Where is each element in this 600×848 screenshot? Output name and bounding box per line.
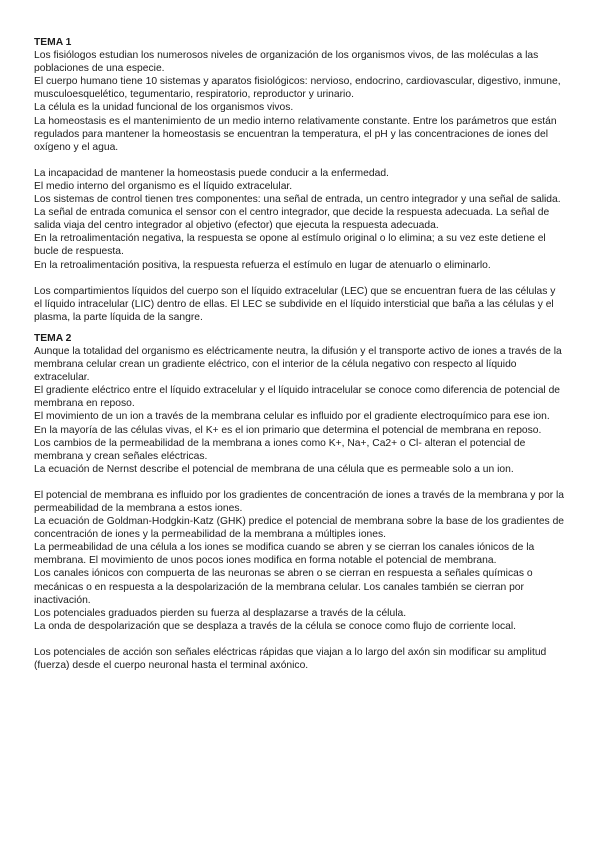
paragraph: La permeabilidad de una célula a los iones se modifica cuando se abren y se cierran los canales iónicos de la membrana. El movimiento de unos pocos iones modifica en forma notable el potencial de membrana. [34,542,535,567]
spacer [34,324,566,332]
spacer [34,476,566,489]
paragraph: Los potenciales de acción son señales eléctricas rápidas que viajan a lo largo del axón sin modificar su amplitud (fuerza) desde el cuerpo neuronal hasta el terminal axónico. [34,646,547,672]
paragraph: El medio interno del organismo es el líquido extracelular. [34,180,293,192]
paragraph: La onda de despolarización que se desplaza a través de la célula se conoce como flujo de corriente local. [34,620,516,632]
section-title-tema1: TEMA 1 [34,37,72,48]
paragraph: El cuerpo humano tiene 10 sistemas y aparatos fisiológicos: nervioso, endocrino, cardiovascular, digestivo, inmune, musculoesquelético, tegumentario, respiratorio, reproductor y urinario. [34,76,561,101]
paragraph: El gradiente eléctrico entre el líquido extracelular y el líquido intracelular se conoce como diferencia de potencial de membrana en reposo. [34,385,561,410]
paragraph: Los canales iónicos con compuerta de las neuronas se abren o se cierran en respuesta a señales químicas o mecánicas o en respuesta a la despolarización de la membrana celular. Los canales también se cierran por inactivación. [34,568,533,606]
spacer [34,633,566,646]
paragraph: La ecuación de Goldman-Hodgkin-Katz (GHK) predice el potencial de membrana sobre la base de los gradientes de concentración de iones y la permeabilidad de la membrana a múltiples iones. [34,516,565,541]
paragraph: La incapacidad de mantener la homeostasis puede conducir a la enfermedad. [34,167,389,179]
paragraph: Los compartimientos líquidos del cuerpo son el líquido extracelular (LEC) que se encuentran fuera de las células y el líquido intracelular (LIC) dentro de ellas. El LEC se subdivide en el líquido intersticial que baña a las células y el plasma, la parte líquida de la sangre. [34,285,556,323]
section-title-tema2: TEMA 2 [34,332,72,344]
paragraph: Los sistemas de control tienen tres componentes: una señal de entrada, un centro integrador y una señal de salida. La señal de entrada comunica el sensor con el centro integrador, que decide la respuesta adecuada. La señal de salida viaja del centro integrador al objetivo (efector) que ejecuta la respuesta adecuada. [34,194,561,232]
paragraph: Aunque la totalidad del organismo es eléctricamente neutra, la difusión y el transporte activo de iones a través de la membrana celular crean un gradiente eléctrico, con el interior de la célula negativo con respecto al líquido extracelular. [34,345,562,384]
paragraph: En la retroalimentación positiva, la respuesta refuerza el estímulo en lugar de atenuarlo o eliminarlo. [34,259,491,271]
paragraph: El potencial de membrana es influido por los gradientes de concentración de iones a través de la membrana y por la permeabilidad de la membrana a estos iones. [34,489,565,514]
paragraph: Los potenciales graduados pierden su fuerza al desplazarse a través de la célula. [34,607,407,619]
paragraph: Los fisiólogos estudian los numerosos niveles de organización de los organismos vivos, de las moléculas a las poblaciones de una especie. [34,50,539,75]
paragraph: En la mayoría de las células vivas, el K+ es el ion primario que determina el potencial de membrana en reposo. [34,424,542,436]
paragraph: El movimiento de un ion a través de la membrana celular es influido por el gradiente electroquímico para ese ion. [34,411,550,423]
paragraph: La homeostasis es el mantenimiento de un medio interno relativamente constante. Entre los parámetros que están regulados para mantener la homeostasis se encuentran la temperatura, el pH y las concentraciones de iones del oxígeno y el agua. [34,115,557,153]
spacer [34,154,566,167]
paragraph: La ecuación de Nernst describe el potencial de membrana de una célula que es permeable solo a un ion. [34,463,514,475]
paragraph: Los cambios de la permeabilidad de la membrana a iones como K+, Na+, Ca2+ o Cl- alteran el potencial de membrana y crean señales eléctricas. [34,437,526,462]
paragraph: La célula es la unidad funcional de los organismos vivos. [34,102,294,114]
paragraph: En la retroalimentación negativa, la respuesta se opone al estímulo original o lo elimina; a su vez este detiene el bucle de respuesta. [34,233,546,258]
spacer [34,272,566,285]
